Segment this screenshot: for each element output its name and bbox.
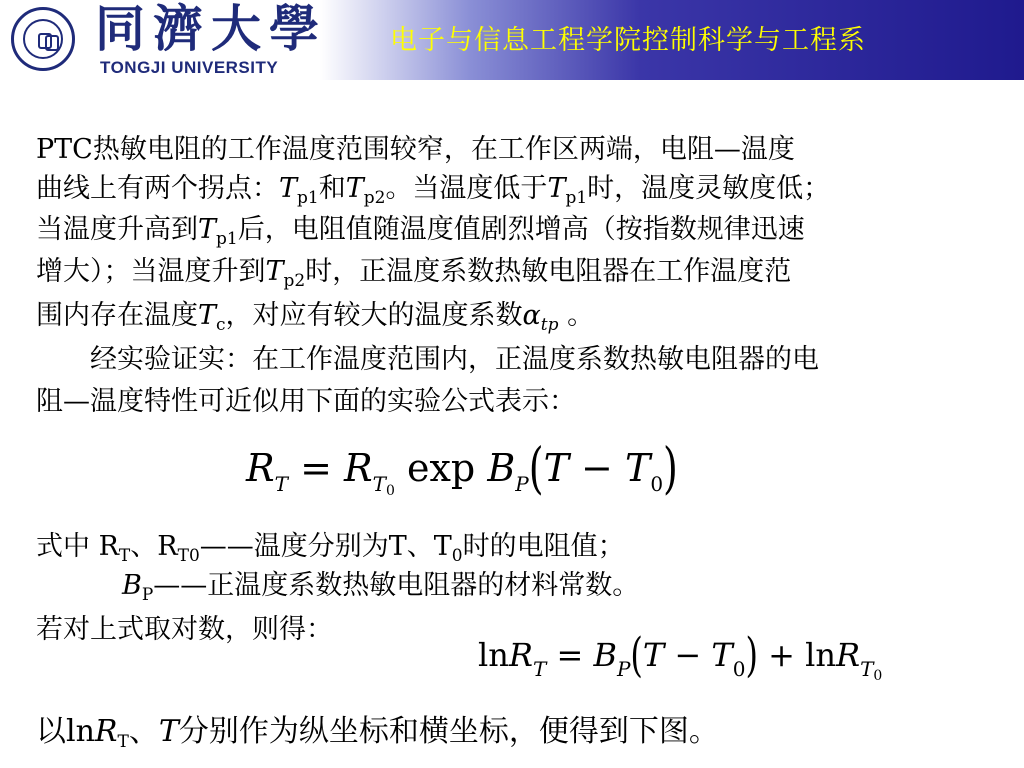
para3: 若对上式取对数，则得： bbox=[36, 614, 333, 645]
para2-line2: 阻—温度特性可近似用下面的实验公式表示： bbox=[36, 386, 576, 417]
para1-line5: 围内存在温度$T_c$，对应有较大的温度系数$\alpha_{tp}$ 。 bbox=[36, 300, 595, 335]
formula-exponential: $R_T = R_{T_0}$ $\exp B_P(T - T_0)$ bbox=[246, 436, 678, 500]
para2-line1: 经实验证实：在工作温度范围内，正温度系数热敏电阻器的电 bbox=[90, 344, 819, 375]
para1-line2: 曲线上有两个拐点：$T_{p1}$和$T_{p2}$。当温度低于$T_{p1}$时，温度灵敏度低； bbox=[36, 173, 831, 208]
para1-line1: PTC热敏电阻的工作温度范围较窄，在工作区两端，电阻—温度 bbox=[36, 134, 795, 165]
para1-line4: 增大）；当温度升到$T_{p2}$时，正温度系数热敏电阻器在工作温度范 bbox=[36, 256, 792, 291]
university-logo-chinese: 同濟大學 bbox=[95, 0, 327, 58]
formula-logarithmic: $\ln R_T = B_P(T - T_0) + \ln R_{T_0}$ bbox=[478, 627, 883, 684]
legend-line2: $B_P——$正温度系数热敏电阻器的材料常数。 bbox=[122, 570, 640, 605]
tongji-university-seal-icon bbox=[11, 7, 75, 71]
university-logo-english: TONGJI UNIVERSITY bbox=[100, 58, 279, 77]
conclusion-line: 以lnR$_T$、T分别作为纵坐标和横坐标，便得到下图。 bbox=[36, 714, 719, 752]
legend-line1: 式中 $R_T$、$R_{T0}——$温度分别为T、$T_0$时的电阻值； bbox=[36, 531, 625, 566]
department-title: 电子与信息工程学院控制科学与工程系 bbox=[390, 25, 866, 56]
para1-line3: 当温度升高到$T_{p1}$后，电阻值随温度值剧烈增高（按指数规律迅速 bbox=[36, 214, 805, 249]
header-banner bbox=[0, 0, 1024, 80]
